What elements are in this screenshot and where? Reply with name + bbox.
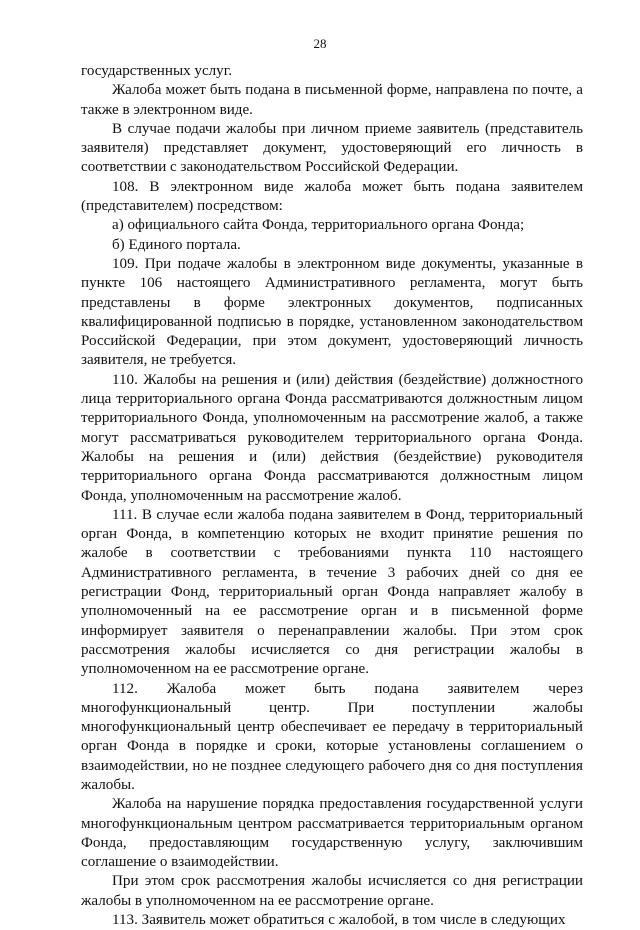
paragraph-108: 108. В электронном виде жалоба может быть подана заявителем (представителем) посредством: <box>81 178 583 215</box>
document-body <box>81 62 583 930</box>
paragraph: В случае подачи жалобы при личном приеме заявитель (представитель заявителя) представляет документ, удостоверяющий его личность в соответствии с законодательством Российской Федерации. <box>81 120 583 176</box>
paragraph-112: 112. Жалоба может быть подана заявителем через многофункциональный центр. При поступлении жалобы многофункциональный центр обеспечивает ее передачу в территориальный орган Фонда в порядке и сроки, которые установлены соглашением о взаимодействии, но не позднее следующего рабочего дня со дня поступления жалобы. <box>81 680 583 793</box>
paragraph: государственных услуг. <box>81 63 232 79</box>
paragraph-113: 113. Заявитель может обратиться с жалобой, в том числе в следующих <box>112 912 566 929</box>
page-number: 28 <box>313 36 327 51</box>
paragraph-109: 109. При подаче жалобы в электронном виде документы, указанные в пункте 106 настоящего Административного регламента, могут быть представлены в форме электронных документов, подписанных квалифицированной подписью в порядке, установленном законодательством Российской Федерации, при этом документ, удостоверяющий личность заявителя, не требуется. <box>81 255 583 369</box>
paragraph: Жалоба на нарушение порядка предоставления государственной услуги многофункциональным центром рассматривается территориальным органом Фонда, предоставляющим государственную услугу, заключившим соглашение о взаимодействии. <box>81 796 583 871</box>
paragraph: При этом срок рассмотрения жалобы исчисляется со дня регистрации жалобы в уполномоченном на ее рассмотрение органе. <box>81 873 583 909</box>
paragraph-110: 110. Жалобы на решения и (или) действия (бездействие) должностного лица территориального органа Фонда рассматриваются должностным лицом территориального Фонда, уполномоченным на рассмотрение жалоб, а также могут рассматриваться руководителем территориального органа Фонда. Жалобы на решения и (или) действия (бездействие) руководителя территориального органа Фонда рассматриваются должностным лицом Фонда, уполномоченным на рассмотрение жалоб. <box>81 371 583 504</box>
paragraph-111: 111. В случае если жалоба подана заявителем в Фонд, территориальный орган Фонда, в компетенцию которых не входит принятие решения по жалобе в соответствии с требованиями пункта 110 настоящего Административного регламента, в течение 3 рабочих дней со дня ее регистрации Фонд, территориальный орган Фонда направляет жалобу в уполномоченный на ее рассмотрение орган и в письменной форме информирует заявителя о перенаправлении жалобы. При этом срок рассмотрения жалобы исчисляется со дня регистрации жалобы в уполномоченном на ее рассмотрение органе. <box>81 506 583 678</box>
list-item-a: а) официального сайта Фонда, территориального органа Фонда; <box>112 217 525 234</box>
list-item-b: б) Единого портала. <box>112 236 241 253</box>
paragraph: Жалоба может быть подана в письменной форме, направлена по почте, а также в электронном виде. <box>81 82 583 118</box>
